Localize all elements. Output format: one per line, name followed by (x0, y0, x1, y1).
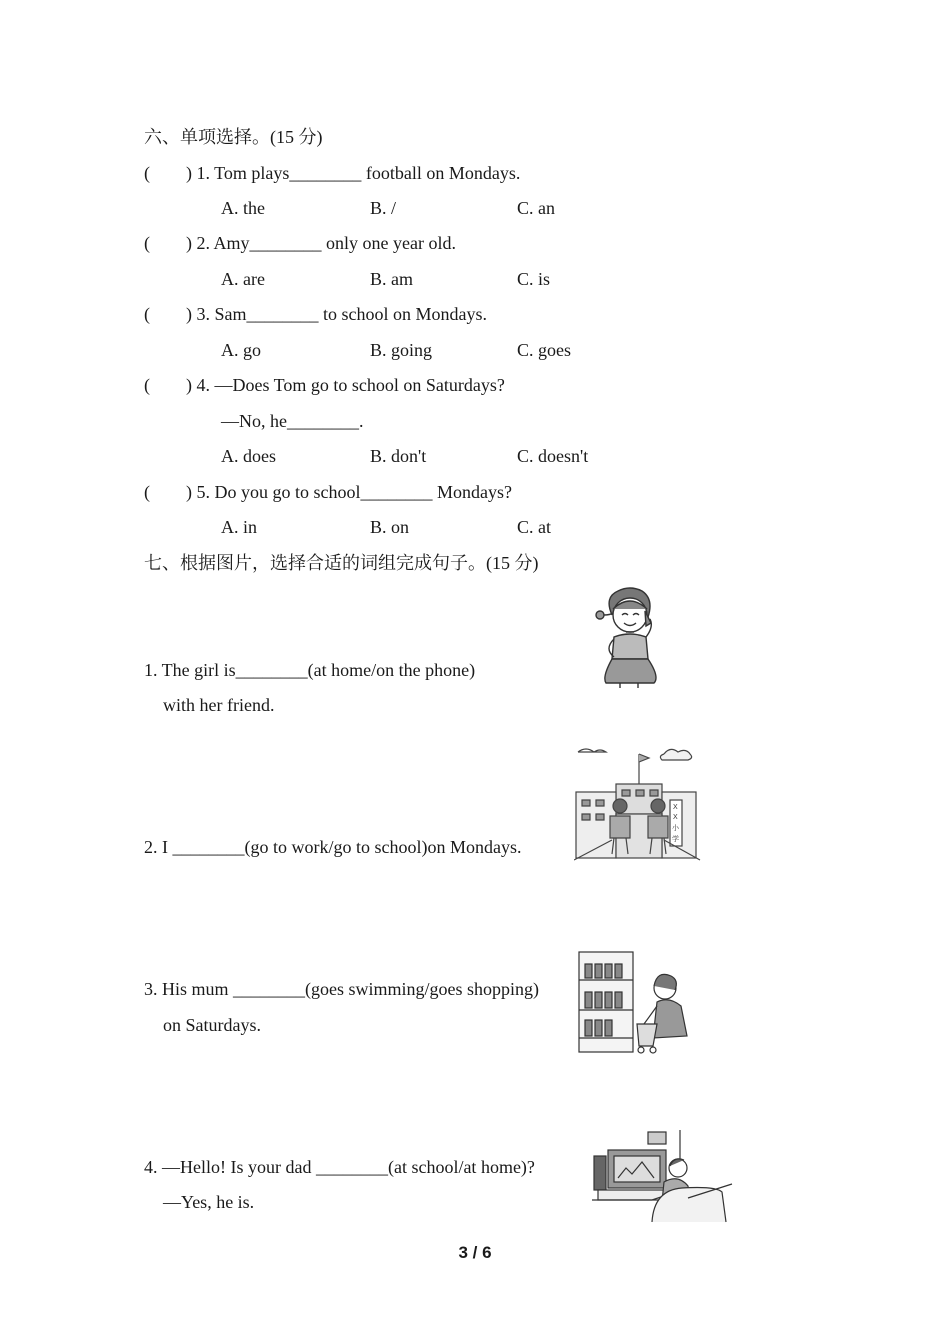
school-sign-char-3: 小 (672, 825, 679, 832)
question-5-stem: ( ) 5. Do you go to school________ Mondays? (144, 482, 512, 502)
picture-item-1-line2: with her friend. (163, 695, 275, 715)
page-number: 3 / 6 (458, 1243, 492, 1262)
dad-at-home-illustration (592, 1128, 734, 1224)
school-illustration (574, 744, 701, 862)
section-7-heading: 七、根据图片，选择合适的词组完成句子。(15 分) (144, 553, 539, 573)
question-1-stem: ( ) 1. Tom plays________ football on Mondays. (144, 163, 521, 183)
picture-item-3-line1: 3. His mum ________(goes swimming/goes shopping) (144, 979, 539, 999)
question-2-option-c: C. is (517, 269, 551, 289)
question-1-option-c: C. an (517, 198, 555, 218)
question-4-option-b: B. don't (370, 446, 427, 466)
question-4-option-c: C. doesn't (517, 446, 589, 466)
question-5-option-a: A. in (221, 517, 257, 537)
question-2-option-b: B. am (370, 269, 413, 289)
question-1-option-a: A. the (221, 198, 265, 218)
question-5-option-c: C. at (517, 517, 551, 537)
picture-item-3-line2: on Saturdays. (163, 1015, 261, 1035)
question-2-option-a: A. are (221, 269, 265, 289)
girl-on-phone-illustration (590, 585, 670, 690)
school-sign-char-2: X (673, 814, 678, 821)
question-5-option-b: B. on (370, 517, 410, 537)
picture-item-4-line2: —Yes, he is. (163, 1192, 255, 1212)
question-3-option-b: B. going (370, 340, 433, 360)
question-3-option-a: A. go (221, 340, 261, 360)
school-sign-char-1: X (673, 804, 678, 811)
question-4-option-a: A. does (221, 446, 276, 466)
question-3-option-c: C. goes (517, 340, 571, 360)
picture-item-4-line1: 4. —Hello! Is your dad ________(at school/at home)? (144, 1157, 535, 1177)
question-1-option-b: B. / (370, 198, 397, 218)
school-sign-char-4: 学 (672, 836, 679, 843)
question-4-stem: ( ) 4. —Does Tom go to school on Saturdays? (144, 375, 505, 395)
section-6-heading: 六、单项选择。(15 分) (144, 127, 323, 147)
question-2-stem: ( ) 2. Amy________ only one year old. (144, 233, 456, 253)
picture-item-2-line1: 2. I ________(go to work/go to school)on Mondays. (144, 837, 522, 857)
question-3-stem: ( ) 3. Sam________ to school on Mondays. (144, 304, 487, 324)
mum-shopping-illustration (577, 950, 703, 1054)
picture-item-1-line1: 1. The girl is________(at home/on the phone) (144, 660, 476, 680)
question-4-reply: —No, he________. (221, 411, 364, 431)
